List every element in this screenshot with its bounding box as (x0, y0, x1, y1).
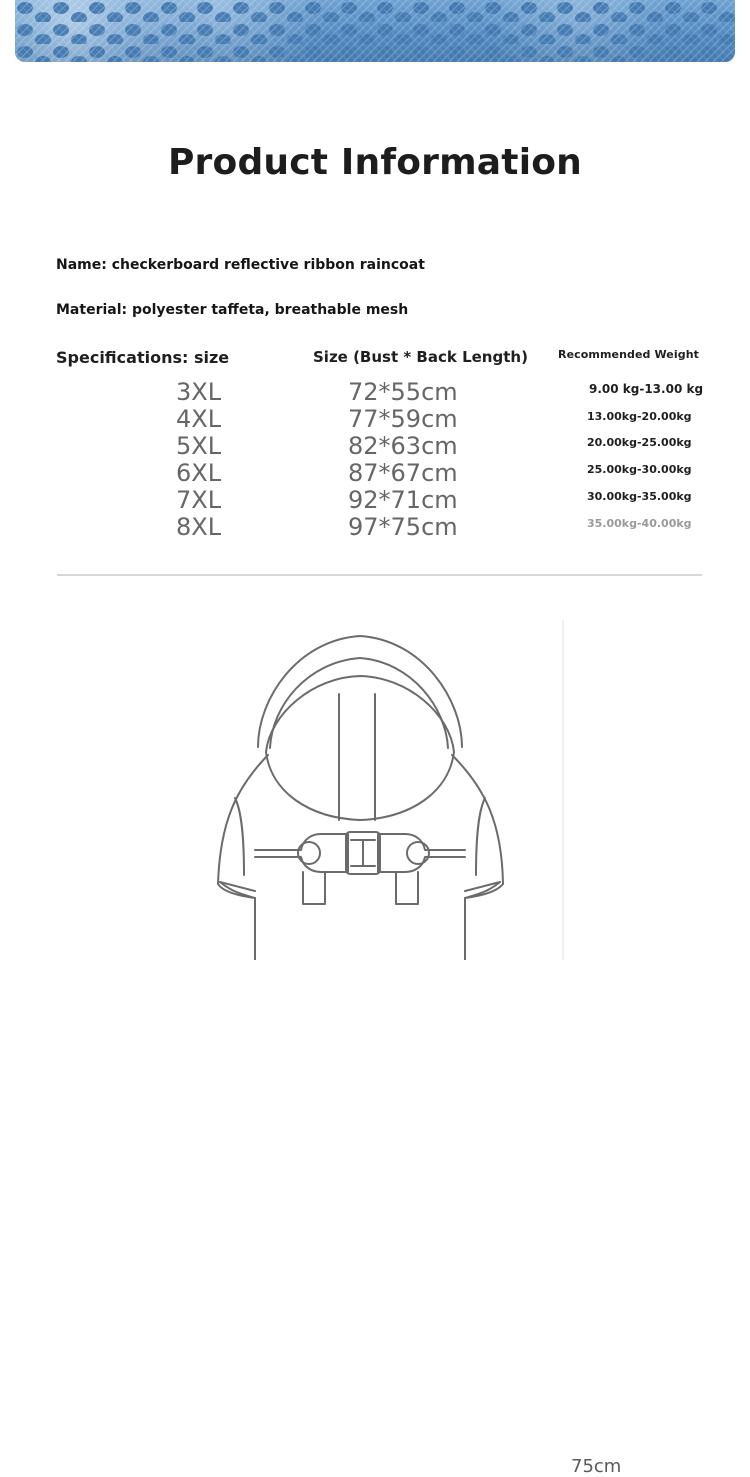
chest-strap-right (378, 834, 465, 872)
product-name-line: Name: checkerboard reflective ribbon raincoat (56, 257, 425, 273)
page-title: Product Information (167, 142, 583, 183)
size-row (0, 459, 750, 486)
left-body-side (218, 884, 255, 960)
raincoat-line-drawing (0, 620, 750, 960)
size-row (0, 378, 750, 405)
recommended-weight-header: Recommended Weight (558, 348, 699, 361)
weight-value: 25.00kg-30.00kg (587, 463, 692, 476)
outer-hood-outline (258, 636, 462, 747)
dimension-value: 82*63cm (348, 432, 458, 460)
left-fold-line (235, 798, 244, 875)
dimension-value: 97*75cm (348, 513, 458, 541)
inner-hood-outline (270, 658, 448, 748)
left-leg-strap (303, 872, 325, 904)
head-opening (266, 676, 454, 820)
size-value: 8XL (176, 513, 222, 541)
right-fold-line (476, 798, 485, 875)
dimension-value: 77*59cm (348, 405, 458, 433)
left-ring (298, 842, 320, 864)
dimension-value: 87*67cm (348, 459, 458, 487)
size-value: 6XL (176, 459, 222, 487)
product-material-line: Material: polyester taffeta, breathable mesh (56, 302, 409, 318)
size-dimensions-header: Size (Bust * Back Length) (313, 348, 528, 366)
right-leg-strap (396, 872, 418, 904)
size-row (0, 486, 750, 513)
size-row (0, 405, 750, 432)
weight-value: 13.00kg-20.00kg (587, 410, 692, 423)
size-row (0, 432, 750, 459)
size-value: 7XL (176, 486, 222, 514)
size-value: 5XL (176, 432, 222, 460)
section-divider (57, 574, 702, 576)
chest-strap (255, 834, 348, 872)
buckle-detail (351, 840, 375, 866)
dimension-value: 72*55cm (348, 378, 458, 406)
weight-value: 35.00kg-40.00kg (587, 517, 692, 530)
mesh-pattern-image (15, 0, 735, 62)
size-value: 3XL (176, 378, 222, 406)
size-value: 4XL (176, 405, 222, 433)
back-length-measurement: 75cm (571, 1456, 622, 1477)
dimension-value: 92*71cm (348, 486, 458, 514)
hero-mesh-banner (15, 0, 735, 62)
right-shoulder (452, 755, 503, 884)
size-row (0, 513, 750, 540)
size-table (0, 378, 750, 548)
specifications-header: Specifications: size (56, 348, 230, 367)
right-ring (407, 842, 429, 864)
weight-value: 9.00 kg-13.00 kg (589, 382, 704, 396)
raincoat-diagram (0, 620, 750, 1477)
weight-value: 20.00kg-25.00kg (587, 436, 692, 449)
weight-value: 30.00kg-35.00kg (587, 490, 692, 503)
